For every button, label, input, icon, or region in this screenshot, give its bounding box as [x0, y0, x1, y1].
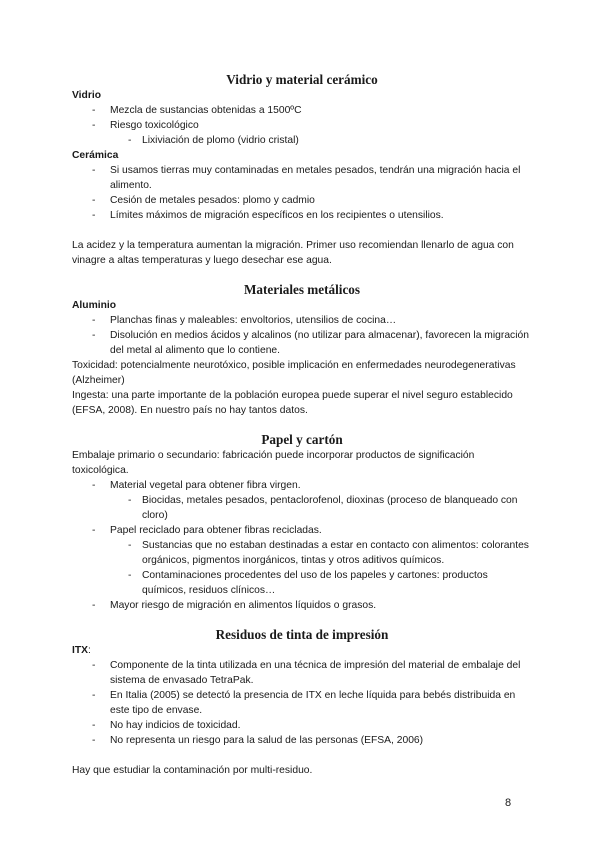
list-item: - Cesión de metales pesados: plomo y cadmio: [72, 193, 532, 208]
list-item: [72, 478, 532, 523]
spacer: [72, 223, 532, 238]
section-title-metales: Materiales metálicos: [243, 282, 361, 297]
paragraph-toxicidad: Toxicidad: potencialmente neurotóxico, posible implicación en enfermedades neurodegenerativas (Alzheimer): [72, 360, 516, 386]
itx-heading-line: [72, 643, 532, 658]
section-title-papel: Papel y cartón: [261, 432, 343, 447]
list-item-text: Riesgo toxicológico: [110, 120, 199, 131]
paragraph-ingesta: Ingesta: una parte importante de la población europea puede superar el nivel seguro establecido (EFSA, 2008). En nuestro país no hay tantos datos.: [72, 390, 513, 416]
list-item-text: Papel reciclado para obtener fibras recicladas.: [110, 525, 322, 536]
list-item: [72, 523, 532, 598]
page-content: [72, 72, 532, 778]
list-item: - Mezcla de sustancias obtenidas a 1500ºC: [72, 103, 532, 118]
page-number: 8: [505, 797, 512, 809]
sublist-item: - Sustancias que no estaban destinadas a estar en contacto con alimentos: colorantes orgánicos, pigmentos inorgánicos, tintas y otros aditivos químicos.: [72, 538, 532, 568]
papel-sublist-virgen: [72, 493, 532, 523]
subheading-ceramica: Cerámica: [72, 150, 119, 161]
list-item: - Límites máximos de migración específicos en los recipientes o utensilios.: [72, 208, 532, 223]
subheading-vidrio: Vidrio: [72, 90, 101, 101]
vidrio-list: [72, 103, 532, 148]
list-item: - En Italia (2005) se detectó la presencia de ITX en leche líquida para bebés distribuida en este tipo de envase.: [72, 688, 532, 718]
paragraph-multiresiduo: Hay que estudiar la contaminación por multi-residuo.: [72, 765, 313, 776]
list-item: - Si usamos tierras muy contaminadas en metales pesados, tendrán una migración hacia el alimento.: [72, 163, 532, 193]
list-item: - Planchas finas y maleables: envoltorios, utensilios de cocina…: [72, 313, 532, 328]
itx-list: [72, 658, 532, 748]
itx-colon: :: [88, 645, 91, 656]
list-item: - No representa un riesgo para la salud de las personas (EFSA, 2006): [72, 733, 532, 748]
list-item: - Componente de la tinta utilizada en una técnica de impresión del material de embalaje del sistema de envasado TetraPak.: [72, 658, 532, 688]
section-title-tinta: Residuos de tinta de impresión: [215, 627, 389, 642]
vidrio-sublist: [72, 133, 532, 148]
section-title-vidrio: Vidrio y material cerámico: [226, 72, 378, 87]
sublist-item: - Contaminaciones procedentes del uso de los papeles y cartones: productos químicos, residuos clínicos…: [72, 568, 532, 598]
paragraph-embalaje: Embalaje primario o secundario: fabricación puede incorporar productos de significación toxicológica.: [72, 450, 475, 476]
sublist-item: - Biocidas, metales pesados, pentaclorofenol, dioxinas (proceso de blanqueado con cloro): [72, 493, 532, 523]
list-item: - No hay indicios de toxicidad.: [72, 718, 532, 733]
spacer: [72, 748, 532, 763]
sublist-item: - Lixiviación de plomo (vidrio cristal): [72, 133, 532, 148]
list-item: - Disolución en medios ácidos y alcalinos (no utilizar para almacenar), favorecen la migración del metal al alimento que lo contiene.: [72, 328, 532, 358]
list-item-text: Material vegetal para obtener fibra virgen.: [110, 480, 301, 491]
ceramica-list: [72, 163, 532, 223]
list-item: - Mayor riesgo de migración en alimentos líquidos o grasos.: [72, 598, 532, 613]
subheading-itx: ITX: [72, 645, 89, 656]
list-item: [72, 118, 532, 148]
subheading-aluminio: Aluminio: [72, 300, 117, 311]
paragraph-acidez: La acidez y la temperatura aumentan la migración. Primer uso recomiendan llenarlo de agua con vinagre a altas temperaturas y luego desechar ese agua.: [72, 240, 514, 266]
aluminio-list: [72, 313, 532, 358]
papel-list: [72, 478, 532, 613]
papel-sublist-reciclado: [72, 538, 532, 598]
